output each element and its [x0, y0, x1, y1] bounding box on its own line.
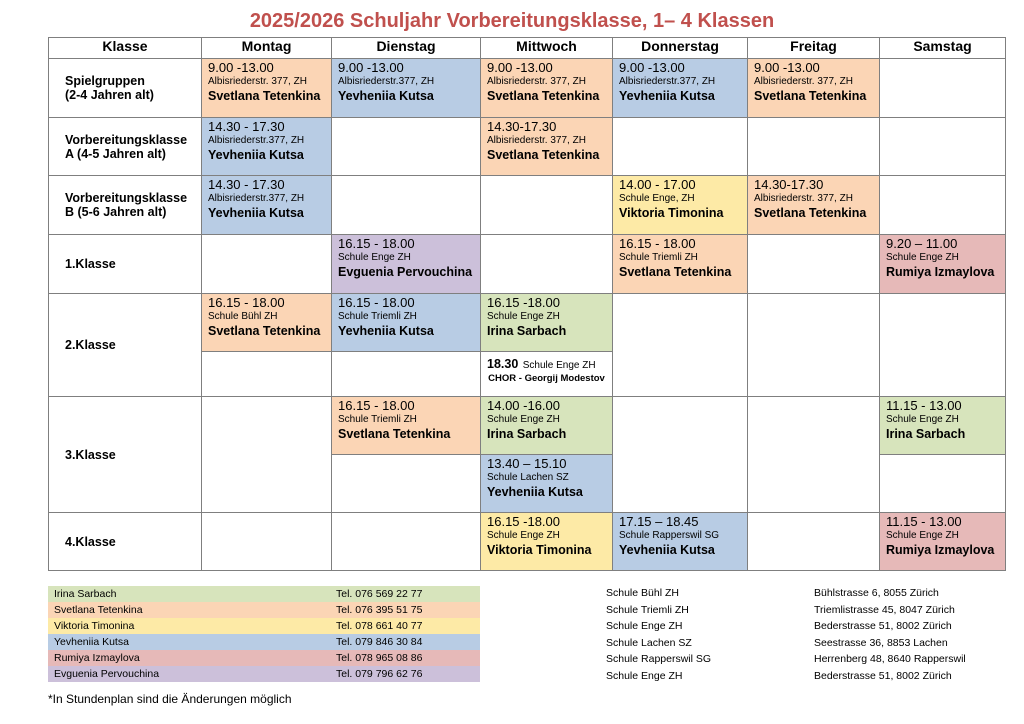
teacher-legend — [48, 586, 480, 682]
slot — [748, 176, 880, 235]
slot-location: Albisriederstr. 377, ZH — [754, 76, 853, 87]
header-mittwoch: Mittwoch — [481, 38, 613, 59]
chor-location: Schule Enge ZH — [522, 360, 596, 371]
class-name: Spielgruppen — [65, 74, 145, 88]
legend-phone: Tel. 078 661 40 77 — [336, 620, 423, 632]
slot — [202, 294, 332, 352]
row-klasse-3 — [49, 397, 1006, 455]
legend-phone: Tel. 076 569 22 77 — [336, 588, 423, 600]
class-label: 1.Klasse — [49, 235, 202, 294]
class-label: 4.Klasse — [49, 513, 202, 571]
slot — [481, 513, 613, 571]
slot-teacher: Rumiya Izmaylova — [886, 265, 995, 279]
slot-time: 16.15 - 18.00 — [338, 236, 415, 251]
legend-teacher-name: Rumiya Izmaylova — [54, 652, 140, 664]
slot-location: Albisriederstr.377, ZH — [338, 76, 435, 87]
slot-teacher: Yevheniia Kutsa — [619, 89, 715, 103]
slot-time: 9.00 -13.00 — [619, 60, 685, 75]
empty-slot — [202, 352, 332, 397]
slot-location: Schule Enge ZH — [338, 252, 411, 263]
empty-slot — [332, 118, 481, 176]
class-age: (2-4 Jahren alt) — [65, 88, 154, 102]
slot-time: 16.15 - 18.00 — [338, 398, 415, 413]
legend-teacher-name: Svetlana Tetenkina — [54, 604, 143, 616]
empty-slot — [880, 59, 1006, 118]
school-name: Schule Lachen SZ — [606, 636, 692, 649]
legend-phone: Tel. 079 796 62 76 — [336, 668, 423, 680]
legend-row — [48, 634, 480, 650]
empty-slot — [748, 397, 880, 513]
slot-teacher: Svetlana Tetenkina — [754, 206, 867, 220]
empty-slot — [481, 176, 613, 235]
schedule-table — [48, 37, 1006, 571]
empty-slot — [332, 455, 481, 513]
legend-row — [48, 618, 480, 634]
slot — [748, 59, 880, 118]
legend-phone: Tel. 078 965 08 86 — [336, 652, 423, 664]
slot — [332, 59, 481, 118]
empty-slot — [202, 235, 332, 294]
empty-slot — [748, 513, 880, 571]
slot — [880, 513, 1006, 571]
slot-time: 14.30-17.30 — [487, 119, 557, 134]
legend-row — [48, 602, 480, 618]
footnote: *In Stundenplan sind die Änderungen möglich — [48, 692, 292, 706]
legend-phone: Tel. 079 846 30 84 — [336, 636, 423, 648]
slot-teacher: Evguenia Pervouchina — [338, 265, 473, 279]
legend-row — [48, 650, 480, 666]
empty-slot — [202, 513, 332, 571]
school-address: Triemlistrasse 45, 8047 Zürich — [814, 603, 955, 616]
slot-location: Schule Enge ZH — [487, 311, 560, 322]
school-row — [606, 619, 1006, 636]
header-samstag: Samstag — [880, 38, 1006, 59]
slot-time: 16.15 - 18.00 — [619, 236, 696, 251]
slot — [202, 59, 332, 118]
class-label: 2.Klasse — [49, 294, 202, 397]
empty-slot — [613, 294, 748, 397]
school-name: Schule Rapperswil SG — [606, 653, 712, 666]
row-klasse-1 — [49, 235, 1006, 294]
slot-time: 14.00 -16.00 — [487, 398, 561, 413]
legend-phone: Tel. 076 395 51 75 — [336, 604, 423, 616]
class-name: Vorbereitungsklasse — [65, 132, 188, 147]
slot-time: 9.20 – 11.00 — [886, 236, 958, 251]
slot-time: 9.00 -13.00 — [487, 60, 553, 75]
school-address: Bederstrasse 51, 8002 Zürich — [814, 620, 952, 633]
class-age: B (5-6 Jahren alt) — [65, 205, 167, 219]
slot-teacher: Svetlana Tetenkina — [487, 89, 600, 103]
school-address: Seestrasse 36, 8853 Lachen — [814, 636, 948, 649]
slot-time: 16.15 -18.00 — [487, 295, 561, 310]
slot-time: 16.15 - 18.00 — [208, 295, 285, 310]
slot-teacher: Irina Sarbach — [886, 427, 966, 441]
school-address: Bederstrasse 51, 8002 Zürich — [814, 669, 952, 682]
class-label: 3.Klasse — [49, 397, 202, 513]
slot — [481, 455, 613, 513]
slot-teacher: Yevheniia Kutsa — [619, 543, 715, 557]
slot-teacher: Yevheniia Kutsa — [487, 485, 583, 499]
slot-teacher: Irina Sarbach — [487, 427, 567, 441]
legend-teacher-name: Yevheniia Kutsa — [54, 636, 129, 648]
school-address: Herrenberg 48, 8640 Rapperswil — [814, 653, 966, 666]
empty-slot — [880, 176, 1006, 235]
legend-row — [48, 586, 480, 602]
legend-teacher-name: Evguenia Pervouchina — [54, 668, 160, 680]
slot-time: 14.30-17.30 — [754, 177, 824, 192]
class-age: A (4-5 Jahren alt) — [65, 146, 166, 161]
slot-location: Albisriederstr.377, ZH — [619, 76, 716, 87]
slot-time: 16.15 - 18.00 — [338, 295, 415, 310]
slot-teacher: Yevheniia Kutsa — [208, 148, 304, 162]
school-name: Schule Triemli ZH — [606, 603, 689, 616]
school-row — [606, 669, 1006, 686]
slot-location: Schule Enge, ZH — [619, 193, 695, 204]
slot-location: Schule Triemli ZH — [619, 252, 698, 263]
school-name: Schule Enge ZH — [606, 620, 683, 633]
slot — [481, 397, 613, 455]
legend-teacher-name: Viktoria Timonina — [54, 620, 135, 632]
empty-slot — [748, 235, 880, 294]
empty-slot — [202, 397, 332, 513]
header-klasse: Klasse — [49, 38, 202, 59]
legend-teacher-name: Irina Sarbach — [54, 588, 117, 600]
slot — [613, 59, 748, 118]
empty-slot — [748, 118, 880, 176]
empty-slot — [332, 513, 481, 571]
empty-slot — [748, 294, 880, 397]
empty-slot — [613, 397, 748, 513]
row-spielgruppen — [49, 59, 1006, 118]
slot-location: Schule Enge ZH — [886, 414, 959, 425]
slot — [332, 397, 481, 455]
slot-teacher: Svetlana Tetenkina — [487, 148, 600, 162]
school-address: Bühlstrasse 6, 8055 Zürich — [814, 587, 939, 599]
slot — [880, 235, 1006, 294]
row-klasse-2 — [49, 294, 1006, 352]
slot-location: Albisriederstr. 377, ZH — [487, 135, 586, 146]
slot-teacher: Yevheniia Kutsa — [208, 206, 304, 220]
class-label — [49, 176, 202, 235]
slot-teacher: Svetlana Tetenkina — [754, 89, 867, 103]
slot-time: 14.00 - 17.00 — [619, 177, 696, 192]
school-row — [606, 586, 1006, 603]
slot-teacher: Yevheniia Kutsa — [338, 89, 434, 103]
school-row — [606, 652, 1006, 669]
slot-teacher: Rumiya Izmaylova — [886, 543, 995, 557]
slot — [613, 176, 748, 235]
slot-time: 11.15 - 13.00 — [886, 514, 962, 529]
slot-time: 9.00 -13.00 — [754, 60, 820, 75]
slot-location: Albisriederstr. 377, ZH — [487, 76, 586, 87]
slot-teacher: Svetlana Tetenkina — [619, 265, 732, 279]
empty-slot — [332, 352, 481, 397]
slot — [481, 118, 613, 176]
school-name: Schule Bühl ZH — [606, 587, 679, 599]
slot — [202, 176, 332, 235]
row-vorbereitungsklasse-b — [49, 176, 1006, 235]
empty-slot — [880, 118, 1006, 176]
slot-location: Schule Enge ZH — [487, 530, 560, 541]
slot-location: Albisriederstr.377, ZH — [208, 135, 305, 146]
header-donnerstag: Donnerstag — [613, 38, 748, 59]
chor-time: 18.30 — [487, 357, 519, 371]
slot-location: Schule Rapperswil SG — [619, 530, 720, 541]
page-title: 2025/2026 Schuljahr Vorbereitungsklasse, 1– 4 Klassen — [249, 10, 775, 32]
chor-teacher: CHOR - Georgij Modestov — [488, 373, 605, 384]
slot — [613, 513, 748, 571]
empty-slot — [613, 118, 748, 176]
slot-time: 17.15 – 18.45 — [619, 514, 699, 529]
school-row — [606, 636, 1006, 653]
slot — [332, 294, 481, 352]
class-label — [49, 59, 202, 118]
header-row — [49, 38, 1006, 59]
slot-location: Schule Enge ZH — [886, 252, 959, 263]
empty-slot — [880, 455, 1006, 513]
school-name: Schule Enge ZH — [606, 669, 683, 682]
header-dienstag: Dienstag — [332, 38, 481, 59]
empty-slot — [880, 294, 1006, 397]
slot — [481, 59, 613, 118]
slot — [613, 235, 748, 294]
slot-time: 11.15 - 13.00 — [886, 398, 962, 413]
slot-teacher: Yevheniia Kutsa — [338, 324, 434, 338]
slot-time: 16.15 -18.00 — [487, 514, 561, 529]
slot-location: Schule Triemli ZH — [338, 311, 417, 322]
slot-time: 9.00 -13.00 — [208, 60, 274, 75]
empty-slot — [332, 176, 481, 235]
header-freitag: Freitag — [748, 38, 880, 59]
slot-time: 13.40 – 15.10 — [487, 456, 567, 471]
school-addresses — [606, 586, 1006, 686]
school-row — [606, 603, 1006, 620]
slot-location: Schule Lachen SZ — [487, 472, 569, 483]
slot-teacher: Viktoria Timonina — [487, 543, 592, 557]
slot-teacher: Svetlana Tetenkina — [208, 89, 321, 103]
slot-teacher: Viktoria Timonina — [619, 206, 724, 220]
slot-location: Schule Enge ZH — [886, 530, 959, 541]
legend-row — [48, 666, 480, 682]
slot-location: Albisriederstr.377, ZH — [208, 193, 305, 204]
slot — [880, 397, 1006, 455]
class-name: Vorbereitungsklasse — [65, 191, 188, 205]
slot-teacher: Irina Sarbach — [487, 324, 567, 338]
header-montag: Montag — [202, 38, 332, 59]
slot-location: Albisriederstr. 377, ZH — [208, 76, 307, 87]
slot-teacher: Svetlana Tetenkina — [208, 324, 321, 338]
slot-time: 14.30 - 17.30 — [208, 119, 285, 134]
slot — [481, 294, 613, 352]
slot-time: 14.30 - 17.30 — [208, 177, 285, 192]
slot-teacher: Svetlana Tetenkina — [338, 427, 451, 441]
row-vorbereitungsklasse-a — [49, 118, 1006, 176]
empty-slot — [481, 235, 613, 294]
class-label — [49, 118, 202, 176]
slot-location: Schule Triemli ZH — [338, 414, 417, 425]
slot-time: 9.00 -13.00 — [338, 60, 404, 75]
slot-location: Schule Bühl ZH — [208, 311, 278, 322]
row-klasse-4 — [49, 513, 1006, 571]
chor-slot — [481, 352, 613, 397]
slot-location: Schule Enge ZH — [487, 414, 560, 425]
slot-location: Albisriederstr. 377, ZH — [754, 193, 853, 204]
slot — [202, 118, 332, 176]
slot — [332, 235, 481, 294]
